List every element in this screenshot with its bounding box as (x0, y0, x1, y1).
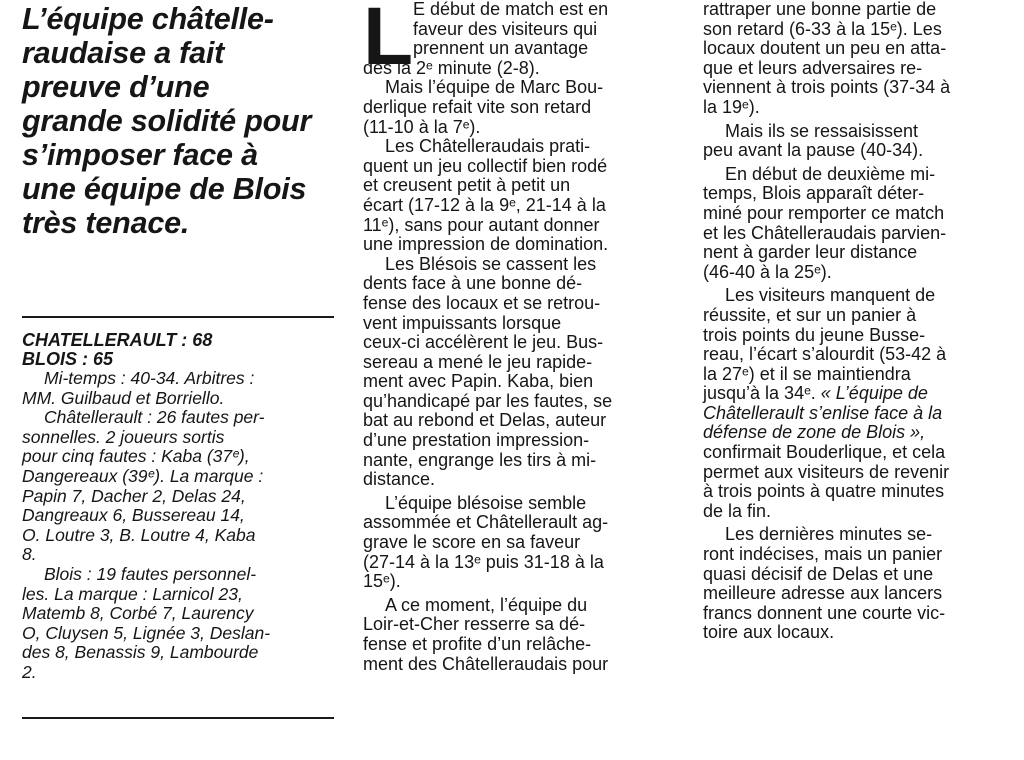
headline (22, 0, 334, 240)
headline-line: s’imposer face à (22, 138, 258, 172)
quote-segment: « L’équipe de (820, 383, 928, 404)
detail-line: O, Cluysen 5, Lignée 3, Deslan- (22, 622, 271, 643)
detail-line: des 8, Benassis 9, Lambourde (22, 642, 259, 663)
article-line: à trois points à quatre minutes (703, 481, 945, 502)
detail-line: pour cinq fautes : Kaba (37ᵉ), (22, 446, 250, 467)
article-line (703, 384, 1009, 404)
article-line: réussite, et sur un panier à (703, 304, 917, 325)
article-line: ment avec Papin. Kaba, bien (363, 371, 594, 392)
article-line: nent à garder leur distance (703, 242, 918, 263)
article-line: d’une prestation impression- (363, 430, 590, 451)
detail-line: 2. (22, 661, 37, 682)
article-text (703, 0, 1009, 643)
headline-line: très tenace. (22, 206, 190, 240)
article-line: bat au rebond et Delas, auteur (363, 410, 607, 431)
article-opening (363, 0, 673, 674)
headline-line: raudaise a fait (22, 36, 225, 70)
article-line: qu’handicapé par les fautes, se (363, 390, 613, 411)
drop-cap: L (363, 0, 414, 82)
article-line: la 27ᵉ) et il se maintiendra (703, 363, 911, 384)
article-line: assommée et Châtellerault ag- (363, 512, 609, 533)
quote-line: Châtellerault s’enlise face à la (703, 402, 943, 423)
article-column-3 (703, 0, 1009, 643)
headline-line: L’équipe châtelle- (22, 2, 274, 36)
article-line: Loir-et-Cher resserre sa dé- (363, 614, 586, 635)
score-home: CHATELLERAULT : 68 (22, 330, 213, 350)
article-line: la 19ᵉ). (703, 96, 760, 117)
article-line: E début de match est en (413, 0, 609, 19)
score-away: BLOIS : 65 (22, 349, 114, 369)
article-line: distance. (363, 469, 436, 490)
article-line: faveur des visiteurs qui (413, 18, 598, 39)
article-line: son retard (6-33 à la 15ᵉ). Les (703, 18, 942, 39)
article-line: grave le score en sa faveur (363, 532, 581, 553)
match-details (22, 369, 334, 683)
article-line: L’équipe blésoise semble (385, 492, 587, 513)
detail-line: les. La marque : Larnicol 23, (22, 583, 243, 604)
detail-line: Mi-temps : 40-34. Arbitres : (44, 368, 255, 388)
article-line: ront indécises, mais un panier (703, 544, 943, 565)
left-column (22, 0, 334, 682)
article-line: A ce moment, l’équipe du (385, 594, 588, 615)
result-box-bottom-rule (22, 717, 334, 719)
article-line: Mais l’équipe de Marc Bou- (385, 77, 604, 98)
article-line: vent impuissants lorsque (363, 312, 562, 333)
detail-line: Matemb 8, Corbé 7, Laurency (22, 603, 254, 624)
article-line: meilleure adresse aux lancers (703, 583, 943, 604)
article-line: Les visiteurs manquent de (725, 285, 936, 306)
article-line: (46-40 à la 25ᵉ). (703, 261, 832, 282)
detail-line: Dangereaux (39ᵉ). La marque : (22, 465, 264, 486)
article-line: reau, l’écart s’alourdit (53-42 à (703, 344, 947, 365)
detail-line: O. Loutre 3, B. Loutre 4, Kaba (22, 524, 256, 545)
article-line: quent un jeu collectif bien rodé (363, 155, 608, 176)
result-box (22, 331, 334, 683)
article-line: trois points du jeune Busse- (703, 324, 926, 345)
article-line: peu avant la pause (40-34). (703, 140, 924, 161)
article-line: Mais ils se ressaisissent (725, 120, 919, 141)
article-line: rattraper une bonne partie de (703, 0, 937, 19)
article-text (363, 0, 673, 674)
article-line: ceux-ci accélèrent le jeu. Bus- (363, 332, 604, 353)
article-line: Les dernières minutes se- (725, 524, 933, 545)
article-line: de la fin. (703, 500, 772, 521)
article-column-2 (363, 0, 673, 674)
headline-line: grande solidité pour (22, 104, 312, 138)
article-line: toire aux locaux. (703, 622, 835, 643)
article-line: fense et profite d’un relâche- (363, 634, 592, 654)
result-box-top-rule (22, 316, 334, 318)
article-line: locaux doutent un peu en atta- (703, 38, 947, 59)
article-line: derlique refait vite son retard (363, 96, 592, 117)
quote-line: défense de zone de Blois », (703, 422, 926, 443)
detail-line: MM. Guilbaud et Borriello. (22, 387, 225, 408)
article-line: 11ᵉ), sans pour autant donner (363, 214, 600, 235)
detail-line: Blois : 19 fautes personnel- (44, 563, 257, 584)
article-line: une impression de domination. (363, 234, 609, 255)
article-line: permet aux visiteurs de revenir (703, 461, 950, 482)
article-line: que et leurs adversaires re- (703, 57, 923, 78)
headline-line: preuve d’une (22, 70, 210, 104)
article-line: et creusent petit à petit un (363, 175, 571, 196)
article-line: (11-10 à la 7ᵉ). (363, 116, 481, 137)
article-line: nante, engrange les tirs à mi- (363, 449, 597, 470)
article-line: prennent un avantage (413, 38, 589, 59)
headline-line: une équipe de Blois (22, 172, 307, 206)
article-line: quasi décisif de Delas et une (703, 563, 934, 584)
article-line: temps, Blois apparaît déter- (703, 183, 925, 204)
detail-line: Papin 7, Dacher 2, Delas 24, (22, 485, 246, 506)
article-line: miné pour remporter ce match (703, 202, 945, 223)
article-line: (27-14 à la 13ᵉ puis 31-18 à la (363, 551, 604, 572)
article-line: viennent à trois points (37-34 à (703, 77, 951, 98)
detail-line: Châtellerault : 26 fautes per- (44, 407, 265, 428)
article-line: sereau a mené le jeu rapide- (363, 351, 593, 372)
article-line: Les Châtelleraudais prati- (385, 136, 591, 157)
article-line: confirmait Bouderlique, et cela (703, 442, 946, 463)
article-line: En début de deuxième mi- (725, 163, 936, 184)
article-line: et les Châtelleraudais parvien- (703, 222, 947, 243)
article-line: fense des locaux et se retrou- (363, 292, 601, 313)
article-line: francs donnent une courte vic- (703, 602, 946, 623)
article-line: ment des Châtelleraudais pour (363, 653, 609, 674)
article-line-segment: jusqu’à la 34ᵉ. (703, 383, 816, 404)
article-line: Les Blésois se cassent les (385, 253, 597, 274)
article-line: 15ᵉ). (363, 571, 401, 592)
article-line: dès la 2ᵉ minute (2-8). (363, 57, 540, 78)
detail-line: sonnelles. 2 joueurs sortis (22, 426, 225, 447)
article-line: écart (17-12 à la 9ᵉ, 21-14 à la (363, 194, 606, 215)
article-line: dents face à une bonne dé- (363, 273, 583, 294)
detail-line: Dangreaux 6, Bussereau 14, (22, 505, 245, 526)
detail-line: 8. (22, 544, 37, 565)
